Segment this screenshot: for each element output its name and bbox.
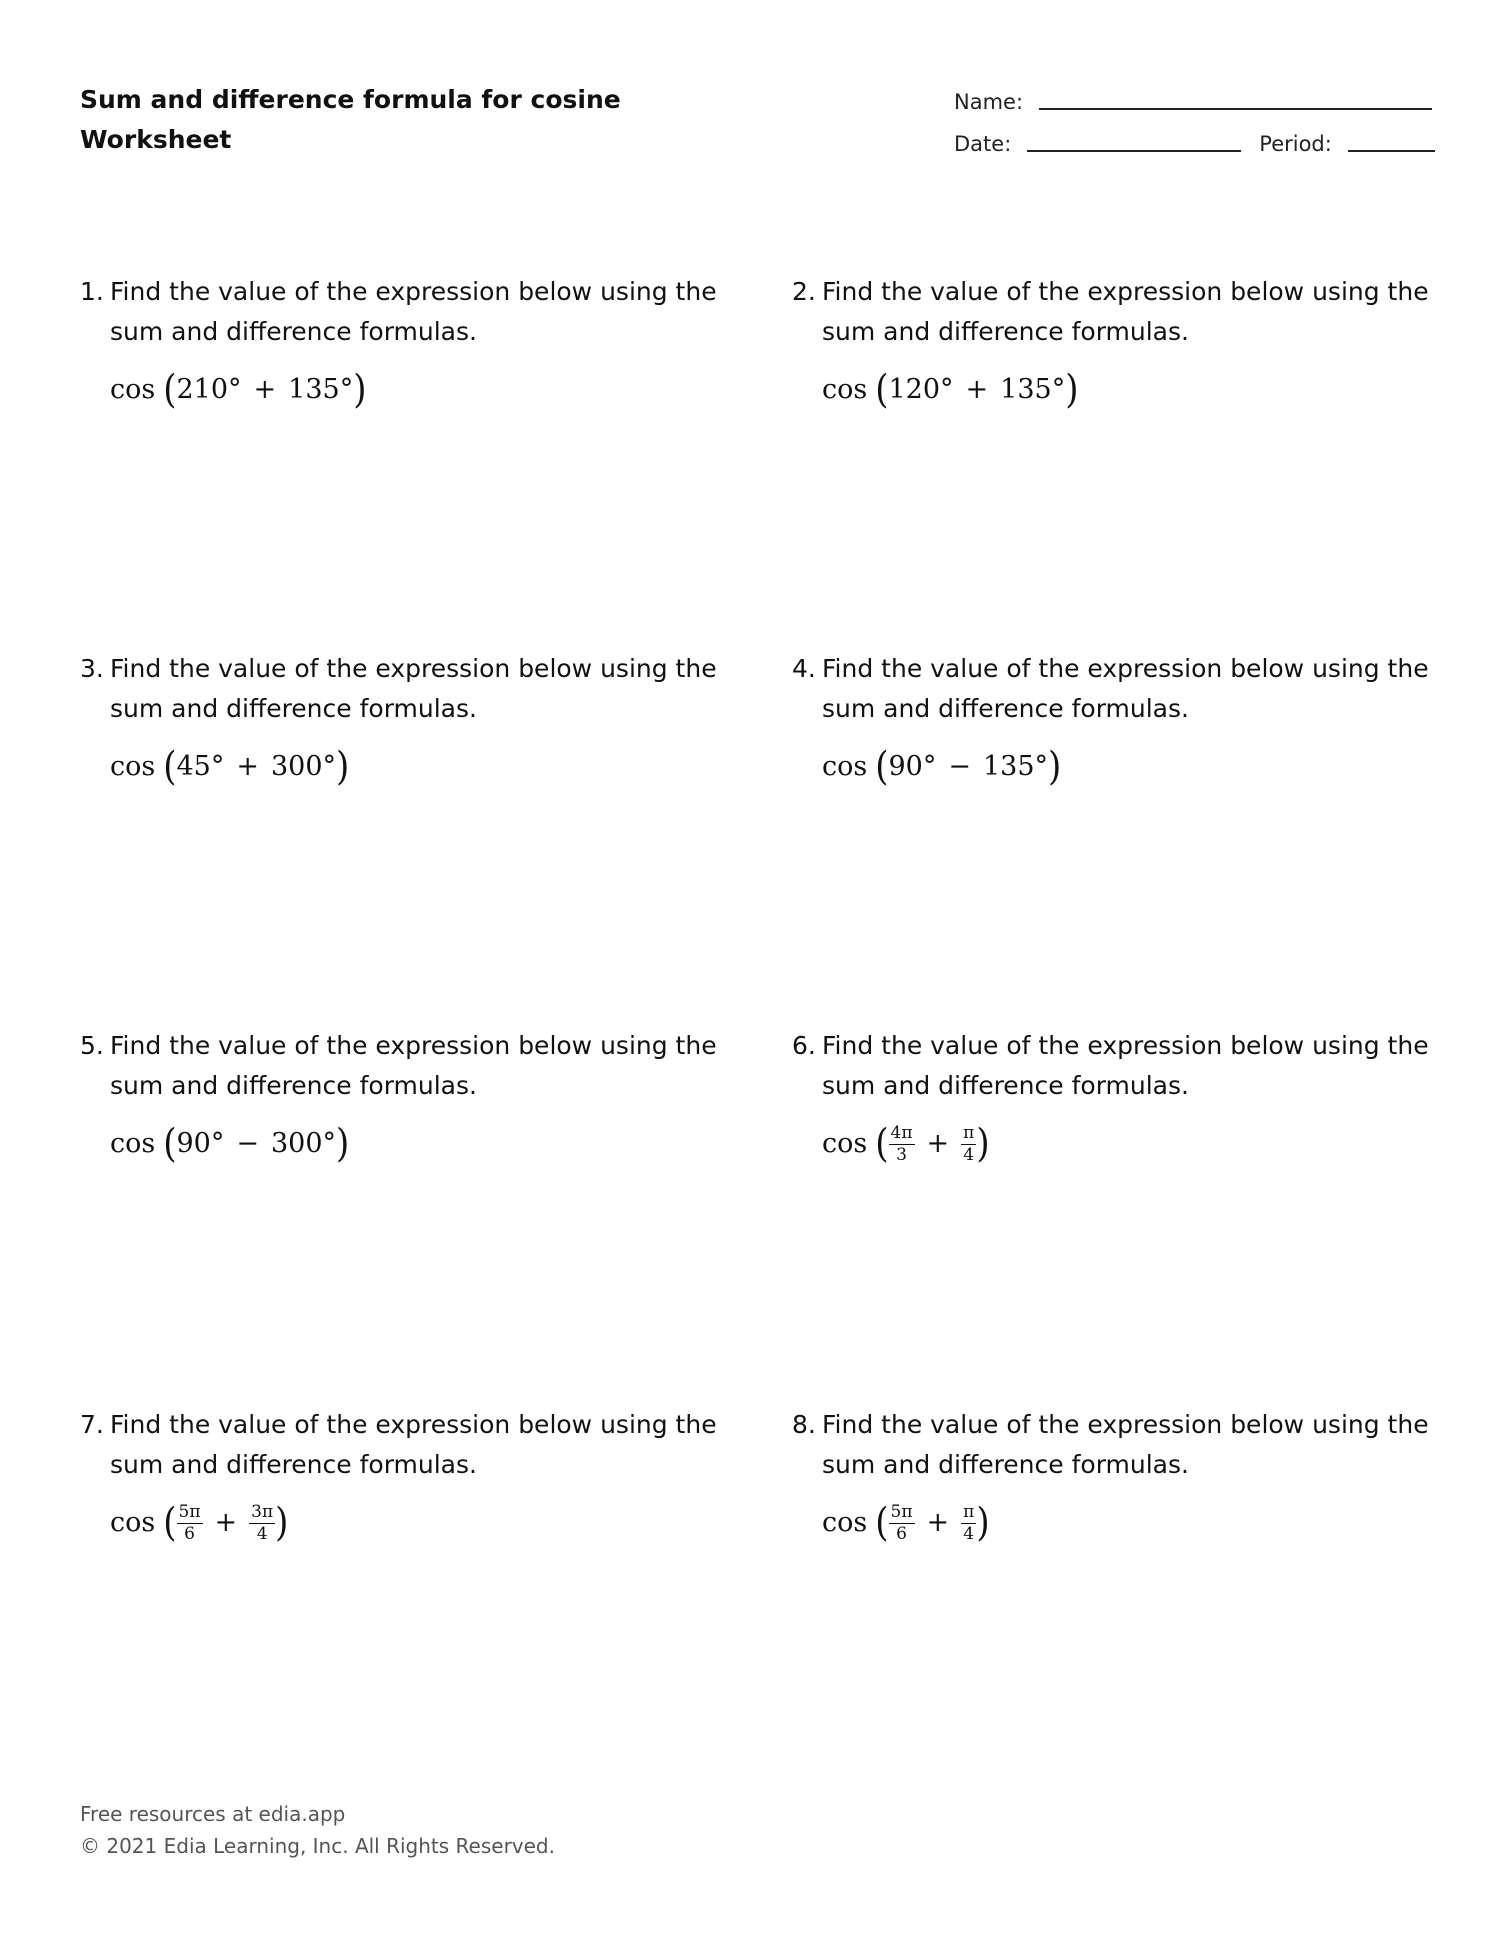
close-paren: ) — [1065, 367, 1079, 413]
footer-resources: Free resources at edia.app — [80, 1802, 346, 1826]
math-expression — [110, 366, 720, 414]
term-b: 300° — [270, 1128, 337, 1159]
open-paren: ( — [875, 744, 889, 790]
date-line — [1027, 149, 1241, 152]
numerator: π — [963, 1501, 975, 1522]
name-label: Name: — [954, 90, 1024, 114]
problem-number: 8. — [792, 1410, 816, 1439]
operator: + — [236, 751, 259, 782]
fraction-b — [961, 1501, 976, 1544]
close-paren: ) — [976, 1121, 990, 1167]
denominator: 6 — [896, 1523, 907, 1544]
title-line-2: Worksheet — [80, 125, 232, 154]
operator: + — [926, 1507, 950, 1538]
denominator: 3 — [896, 1144, 907, 1165]
term-b: 135° — [1000, 374, 1066, 405]
function-name: cos — [110, 751, 156, 782]
close-paren: ) — [275, 1500, 289, 1546]
problem-1 — [80, 272, 720, 414]
problem-number: 5. — [80, 1031, 104, 1060]
term-a: 90° — [888, 751, 937, 782]
operator: − — [236, 1128, 259, 1159]
open-paren: ( — [875, 367, 889, 413]
problem-5 — [80, 1026, 720, 1168]
math-expression — [110, 1499, 720, 1547]
problem-number: 7. — [80, 1410, 104, 1439]
problem-number: 2. — [792, 277, 816, 306]
date-label: Date: — [954, 132, 1012, 156]
fraction-a — [889, 1501, 915, 1544]
problem-number: 6. — [792, 1031, 816, 1060]
function-name: cos — [110, 1507, 156, 1538]
fraction-a — [177, 1501, 203, 1544]
numerator: 5π — [890, 1501, 913, 1522]
operator: + — [965, 374, 989, 405]
operator: − — [948, 751, 971, 782]
problem-text: Find the value of the expression below using the sum and difference formulas. — [110, 1410, 717, 1479]
term-a: 90° — [176, 1128, 225, 1159]
math-expression — [822, 1499, 1432, 1547]
close-paren: ) — [353, 367, 367, 413]
problem-text: Find the value of the expression below using the sum and difference formulas. — [110, 277, 717, 346]
math-expression — [822, 743, 1432, 791]
open-paren: ( — [875, 1121, 889, 1167]
problem-text: Find the value of the expression below using the sum and difference formulas. — [822, 1410, 1429, 1479]
function-name: cos — [822, 374, 868, 405]
term-a: 45° — [176, 751, 225, 782]
term-b: 300° — [270, 751, 337, 782]
problem-6 — [792, 1026, 1432, 1168]
operator: + — [214, 1507, 238, 1538]
open-paren: ( — [163, 367, 177, 413]
problem-number: 1. — [80, 277, 104, 306]
close-paren: ) — [976, 1500, 990, 1546]
open-paren: ( — [163, 1500, 177, 1546]
function-name: cos — [822, 1128, 868, 1159]
date-period-row — [954, 132, 1435, 156]
numerator: 3π — [251, 1501, 274, 1522]
problem-8 — [792, 1405, 1432, 1547]
problem-text: Find the value of the expression below using the sum and difference formulas. — [822, 654, 1429, 723]
term-a: 120° — [888, 374, 954, 405]
problem-7 — [80, 1405, 720, 1547]
operator: + — [926, 1128, 950, 1159]
worksheet-title — [80, 80, 621, 160]
period-line — [1348, 149, 1435, 152]
math-expression — [110, 1120, 720, 1168]
close-paren: ) — [336, 1121, 350, 1167]
denominator: 4 — [963, 1523, 975, 1544]
denominator: 4 — [963, 1144, 975, 1165]
problem-number: 3. — [80, 654, 104, 683]
close-paren: ) — [1048, 744, 1062, 790]
open-paren: ( — [163, 1121, 177, 1167]
title-line-1: Sum and difference formula for cosine — [80, 85, 621, 114]
problem-3 — [80, 649, 720, 791]
footer — [80, 1798, 555, 1862]
function-name: cos — [110, 1128, 156, 1159]
numerator: 5π — [178, 1501, 201, 1522]
problem-4 — [792, 649, 1432, 791]
name-row — [954, 90, 1432, 114]
function-name: cos — [822, 1507, 868, 1538]
problem-text: Find the value of the expression below using the sum and difference formulas. — [110, 1031, 717, 1100]
problem-text: Find the value of the expression below using the sum and difference formulas. — [822, 1031, 1429, 1100]
denominator: 6 — [184, 1523, 195, 1544]
term-a: 210° — [176, 374, 242, 405]
numerator: 4π — [890, 1122, 913, 1143]
function-name: cos — [110, 374, 156, 405]
numerator: π — [963, 1122, 975, 1143]
operator: + — [253, 374, 277, 405]
fraction-b — [961, 1122, 976, 1165]
math-expression — [822, 366, 1432, 414]
problem-2 — [792, 272, 1432, 414]
term-b: 135° — [982, 751, 1049, 782]
name-line — [1039, 107, 1432, 110]
function-name: cos — [822, 751, 868, 782]
problem-text: Find the value of the expression below using the sum and difference formulas. — [110, 654, 717, 723]
math-expression — [110, 743, 720, 791]
denominator: 4 — [256, 1523, 268, 1544]
fraction-b — [249, 1501, 275, 1544]
math-expression — [822, 1120, 1432, 1168]
footer-copyright: © 2021 Edia Learning, Inc. All Rights Reserved. — [80, 1834, 555, 1858]
open-paren: ( — [163, 744, 177, 790]
term-b: 135° — [288, 374, 354, 405]
close-paren: ) — [336, 744, 350, 790]
problem-text: Find the value of the expression below using the sum and difference formulas. — [822, 277, 1429, 346]
period-label: Period: — [1259, 132, 1332, 156]
fraction-a — [889, 1122, 915, 1165]
problem-number: 4. — [792, 654, 816, 683]
open-paren: ( — [875, 1500, 889, 1546]
